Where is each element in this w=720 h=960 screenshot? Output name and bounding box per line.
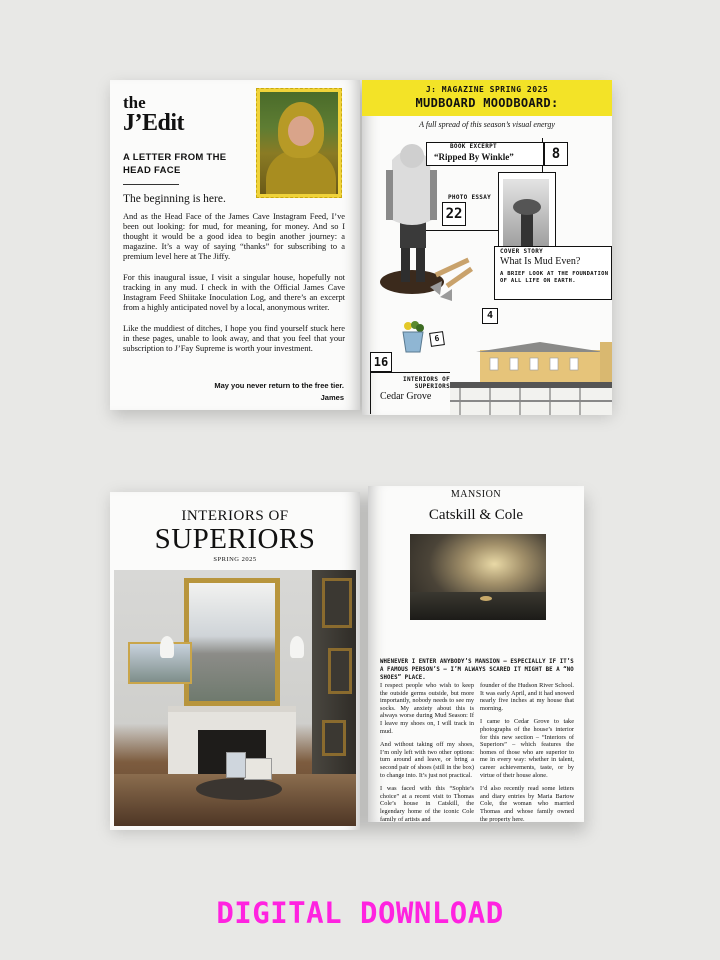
divider (123, 184, 179, 185)
article-paragraph: And without taking off my shoes, I’m only left with two other options: turn around and leave, or bring a second pair of shoes (still in the box) to change into. It’s just not practical. (380, 741, 474, 779)
jedit-page (110, 80, 360, 410)
wall-painting (328, 648, 352, 694)
moodboard-title: MUDBOARD MOODBOARD: (415, 96, 559, 110)
digital-download-banner: DIGITAL DOWNLOAD (216, 896, 504, 930)
bust (290, 636, 304, 658)
article-paragraph: I was faced with this “Sophie’s choice” at a recent visit to Thomas Cole’s house in Catskill, the legendary home of the iconic Cole family of artists and (380, 785, 474, 822)
editor-portrait (256, 88, 342, 198)
moodboard-page (362, 80, 612, 415)
wall-painting (322, 720, 346, 756)
article-paragraph: I’d also recently read some letters and diary entries by Maria Bartow Cole, the woman who married Thomas and whose family owned the property here. (480, 785, 574, 822)
cole-painting (410, 534, 546, 620)
page-number-6: 6 (429, 331, 445, 347)
letter-signature: James (320, 393, 344, 402)
letter-signoff: May you never return to the free tier. (214, 381, 344, 390)
interiors-season: SPRING 2025 (213, 556, 257, 563)
jedit-the: the (123, 93, 146, 112)
photo-label: PHOTO ESSAY (448, 194, 492, 201)
jedit-title: J’Edit (123, 110, 185, 136)
shovel-icon (426, 255, 486, 305)
cedar-grove-house (450, 342, 612, 415)
mansion-article-page (368, 486, 584, 822)
photo-card (244, 758, 272, 780)
photo-page-number: 22 (442, 202, 466, 226)
letter-intro: The beginning is here. (123, 193, 226, 205)
bust (160, 636, 174, 658)
article-paragraph: founder of the Hudson River School. It was early April, and it had snowed nearly five inches at my house that morning. (480, 682, 574, 712)
cover-subtitle: A BRIEF LOOK AT THE FOUNDATION OF ALL LIFE ON EARTH. (500, 271, 609, 284)
moodboard-subtitle: A full spread of this season’s visual energy (419, 120, 555, 129)
cover-label: COVER STORY (500, 248, 544, 255)
page-number-4: 4 (482, 308, 498, 324)
connector-line (370, 372, 450, 373)
pull-quote: WHENEVER I ENTER ANYBODY’S MANSION — ESPECIALLY IF IT’S A FAMOUS PERSON’S — I’M ALWAYS SCARED IT MIGHT BE A “NO SHOES” PLACE. (380, 659, 574, 681)
article-column-2 (480, 682, 574, 822)
interior-photo (114, 570, 356, 826)
tray (196, 778, 282, 800)
article-title: Catskill & Cole (428, 507, 524, 523)
wall-painting (322, 578, 352, 628)
interiors-cover-page (110, 492, 360, 830)
magazine-masthead: J: MAGAZINE SPRING 2025 (425, 85, 549, 94)
bucket-icon (398, 320, 428, 354)
letter-paragraph: Like the muddiest of ditches, I hope you find yourself stuck here in these pages, unable to look away, and that you feel that your subscription to J’Fay Supreme is worth your investment. (123, 324, 345, 353)
page-number-16: 16 (370, 352, 392, 372)
book-label: BOOK EXCERPT (450, 143, 497, 150)
article-paragraph: I came to Cedar Grove to take photographs of the house’s interior for this new section – “Interiors of Superiors” – which features the homes of those who are superior to me in every way: whether in talent, career achievements, taste, or by virtue of their house alone. (480, 718, 574, 779)
article-paragraph: I respect people who wish to keep the outside germs outside, but more importantly, nobody needs to see my socks. My anxiety about this is always worse during Mud Season: If I leave my shoes on, I will track in mud. (380, 682, 474, 735)
book-page-number: 8 (544, 142, 568, 166)
book-title: “Ripped By Winkle” (434, 152, 514, 162)
letter-paragraph: And as the Head Face of the James Cave Instagram Feed, I’ve been out looking: for mud, for meaning, for money. And so I thought it would be a good idea to begin another journey: a magazine. It’s a way of saying “thanks” for subscribing to a premium level here at The Jiffy. (123, 212, 345, 261)
interiors-main-title: SUPERIORS (154, 523, 316, 555)
connector-line (370, 370, 371, 414)
letter-heading: A LETTER FROM THE HEAD FACE (123, 152, 227, 176)
cover-title: What Is Mud Even? (500, 256, 581, 267)
section-label: MANSION (450, 489, 502, 500)
interiors-top-line: INTERIORS OF (181, 508, 289, 524)
photo-card (226, 752, 246, 778)
interiors-title: Cedar Grove (380, 391, 432, 402)
interiors-label: INTERIORS OF SUPERIORS (403, 376, 450, 390)
gilt-mirror (184, 578, 280, 706)
article-column-1 (380, 682, 474, 822)
letter-paragraph: For this inaugural issue, I visit a singular house, hopefully not tracking in any mud. I check in with the Official James Cave Instagram Feed Shiitake Inoculation Log, and there’s an excerpt from a highly anticipated novel by a local, anonymous writer. (123, 273, 345, 312)
